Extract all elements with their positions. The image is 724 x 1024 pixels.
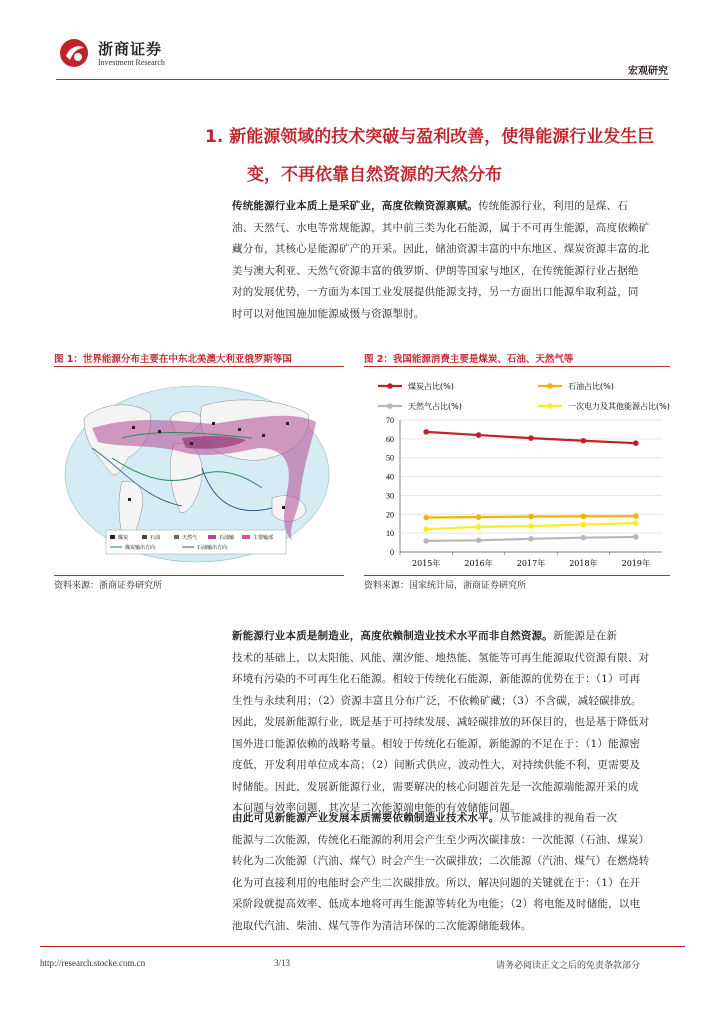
- paragraph-2-line: 本问题与效率问题，其次是二次能源端电能的有效储能问题。: [232, 802, 521, 814]
- paragraph-1-line: 对的发展优势，一方面为本国工业发展提供能源支持，另一方面出口能源牟取利益，同: [232, 286, 639, 298]
- footer-url: http://research.stocke.com.cn: [40, 958, 146, 968]
- y-tick-label: 0: [390, 548, 394, 557]
- paragraph-2-line: 新能源是在新: [553, 630, 618, 642]
- section-title-line1: 1. 新能源领域的技术突破与盈利改善，使得能源行业发生巨: [205, 127, 655, 147]
- figure-2-bottom-rule: [364, 575, 670, 576]
- section-title-line2: 变，不再依靠自然资源的天然分布: [247, 165, 502, 185]
- legend-label: 天然气占比(%): [408, 402, 462, 411]
- legend-marker: [547, 383, 553, 389]
- data-point: [581, 438, 587, 444]
- paragraph-2-line: 因此，发展新能源行业，既是基于可持续发展、减轻碳排放的环保目的，也是基于降低对: [232, 716, 650, 728]
- paragraph-1: [232, 196, 670, 325]
- paragraph-2-line: 度低，开发利用单位成本高；（2）间断式供应，波动性大，对持续供能不利，更需要及: [232, 759, 641, 771]
- report-type: 宏观研究: [628, 66, 668, 77]
- paragraph-1-line: 传统能源行业，利用的是煤、石: [478, 200, 628, 212]
- paragraph-2: [232, 626, 670, 820]
- logo-text: 浙商证券: [98, 40, 163, 58]
- paragraph-3-line: 池取代汽油、柴油、煤气等作为清洁环保的二次能源储能载体。: [232, 919, 532, 932]
- paragraph-3: [232, 808, 670, 937]
- paragraph-1-line: 美与澳大利亚、天然气资源丰富的俄罗斯、伊朗等国家与地区，在传统能源行业占据绝: [232, 264, 639, 277]
- figure-2-source: 资料来源：国家统计局，浙商证券研究所: [364, 581, 527, 591]
- y-tick-label: 60: [386, 434, 394, 444]
- data-point: [476, 538, 482, 544]
- data-point: [476, 524, 482, 530]
- data-point: [423, 538, 429, 544]
- paragraph-3-line: 化为可直接利用的电能时会产生二次碳排放。所以，解决问题的关键就在于：（1）在开: [232, 876, 641, 889]
- paragraph-3-line: 采阶段就提高效率、低成本地将可再生能源等转化为电能；（2）将电能及时储能，以电: [232, 898, 641, 910]
- paragraph-2-line: 环境有污染的不可再生化石能源。相较于传统化石能源，新能源的优势在于：（1）可再: [232, 673, 641, 685]
- data-point: [633, 513, 639, 519]
- figure-2-title: 图 2：我国能源消费主要是煤炭、石油、天然气等: [364, 354, 574, 365]
- header-divider: [56, 79, 669, 80]
- data-point: [423, 429, 429, 435]
- x-tick-label: 2019年: [621, 559, 650, 568]
- legend-label: 石油占比(%): [568, 382, 614, 391]
- legend-marker: [387, 383, 393, 389]
- logo-mark-icon: [58, 38, 90, 68]
- footer-divider: [40, 946, 685, 947]
- data-point: [476, 432, 482, 438]
- x-tick-label: 2018年: [569, 559, 598, 568]
- paragraph-2-line: 国外进口能源依赖的战略考量。相较于传统化石能源，新能源的不足在于：（1）能源密: [232, 737, 641, 750]
- energy-consumption-chart: [364, 372, 670, 574]
- y-tick-label: 40: [386, 472, 394, 482]
- footer-disclaimer: 请务必阅读正文之后的免责条款部分: [496, 961, 641, 971]
- logo-subtext: Investment Research: [98, 58, 165, 67]
- paragraph-2-line: 生性与永续利用；（2）资源丰富且分布广泛，不依赖矿藏；（3）不含碳，减轻碳排放。: [232, 694, 642, 707]
- paragraph-2-line: 技术的基础上，以太阳能、风能、潮汐能、地热能、氢能等可再生能源取代资源有限、对: [232, 651, 650, 664]
- figure-1-source: 资料来源：浙商证券研究所: [54, 581, 163, 591]
- page-number: 3/13: [274, 958, 291, 968]
- map-legend-oil-route: 石油输出方向: [197, 545, 228, 551]
- paragraph-3-lead: 由此可见新能源产业发展本质需要依赖制造业技术水平。: [232, 812, 500, 824]
- data-point: [423, 515, 429, 521]
- legend-label: 一次电力及其他能源占比(%): [568, 402, 670, 411]
- data-point: [528, 536, 534, 542]
- paragraph-1-lead: 传统能源行业本质上是采矿业，高度依赖资源禀赋。: [232, 200, 479, 212]
- legend-marker: [387, 403, 393, 409]
- figure-2-title-rule: [364, 366, 670, 367]
- map-legend-main-area: 主要输部: [253, 535, 274, 541]
- paragraph-3-line: 从节能减排的视角看一次: [499, 812, 618, 824]
- data-point: [633, 440, 639, 446]
- map-legend-gas: 天然气: [182, 535, 198, 541]
- legend-label: 煤炭占比(%): [408, 382, 454, 391]
- paragraph-2-line: 时储能。因此，发展新能源行业，需要解决的核心问题首先是一次能源端能源开采的成: [232, 780, 639, 793]
- map-legend-oil-area: 石油输: [219, 535, 235, 541]
- data-point: [528, 435, 534, 441]
- figure-1-bottom-rule: [54, 575, 344, 576]
- map-legend-oil: 石油: [150, 535, 161, 541]
- x-tick-label: 2017年: [516, 559, 546, 568]
- legend-marker: [547, 403, 553, 409]
- y-tick-label: 70: [386, 416, 394, 425]
- x-tick-label: 2015年: [412, 559, 441, 568]
- map-legend-coal: 煤炭: [118, 535, 129, 541]
- y-tick-label: 30: [386, 491, 394, 501]
- figure-1-title: 图 1：世界能源分布主要在中东北美澳大利亚俄罗斯等国: [54, 354, 292, 365]
- data-point: [581, 522, 587, 528]
- paragraph-1-line: 时可以对他国施加能源威慑与资源掣肘。: [232, 307, 425, 320]
- data-point: [633, 534, 639, 540]
- y-tick-label: 20: [386, 510, 394, 520]
- data-point: [581, 514, 587, 520]
- paragraph-1-line: 藏分布，其核心是能源矿产的开采。因此，储油资源丰富的中东地区、煤炭资源丰富的北: [232, 243, 650, 255]
- paragraph-3-line: 转化为二次能源（汽油、煤气）时会产生一次碳排放；二次能源（汽油、煤气）在燃烧转: [232, 855, 650, 867]
- x-tick-label: 2016年: [464, 559, 493, 568]
- paragraph-1-line: 油、天然气、水电等常规能源，其中前三类为化石能源，属于不可再生能源，高度依赖矿: [232, 221, 650, 234]
- world-energy-map: [62, 378, 332, 570]
- y-tick-label: 50: [386, 453, 394, 463]
- data-point: [633, 520, 639, 526]
- data-point: [528, 523, 534, 529]
- data-point: [476, 514, 482, 520]
- data-point: [423, 526, 429, 532]
- figure-1-title-rule: [54, 366, 344, 367]
- data-point: [528, 514, 534, 520]
- paragraph-3-line: 能源与二次能源，传统化石能源的利用会产生至少两次碳排放：一次能源（石油、煤炭）: [232, 833, 650, 846]
- map-legend-coal-route: 煤炭输出方向: [125, 545, 156, 551]
- y-tick-label: 10: [386, 529, 394, 539]
- paragraph-2-lead: 新能源行业本质是制造业，高度依赖制造业技术水平而非自然资源。: [232, 630, 553, 642]
- data-point: [581, 535, 587, 541]
